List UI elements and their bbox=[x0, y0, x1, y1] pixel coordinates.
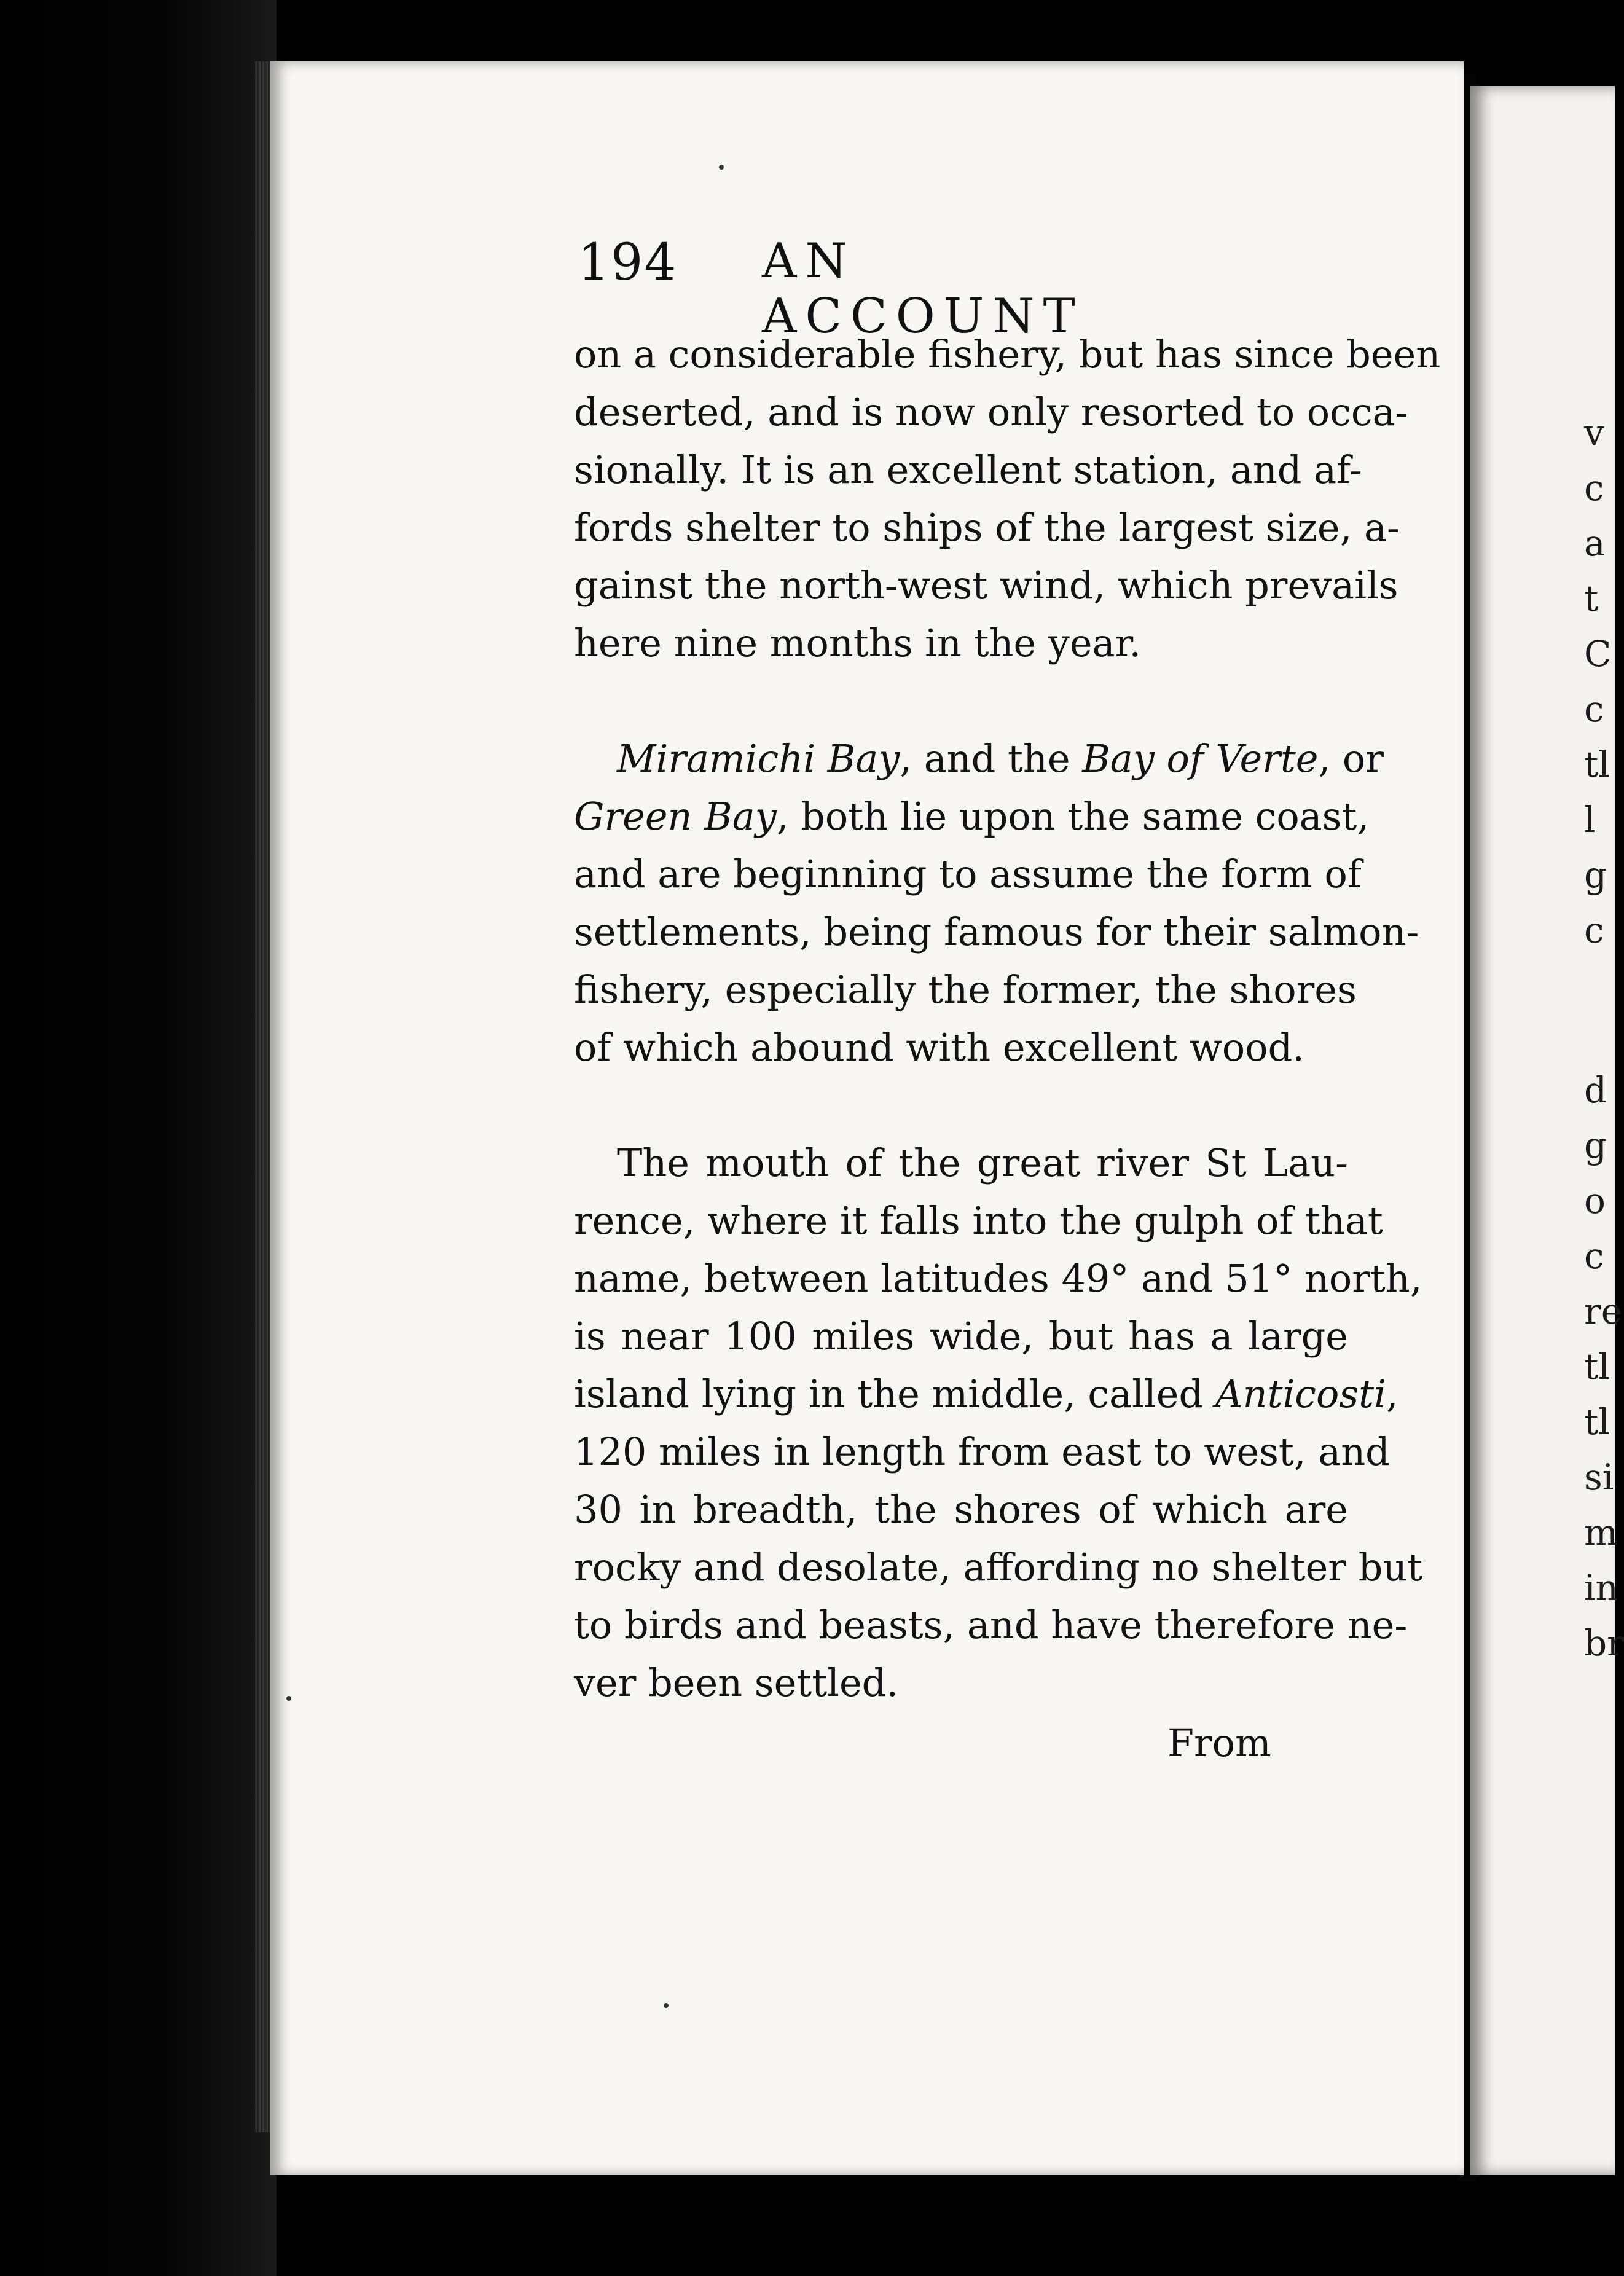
text-line bbox=[574, 1192, 1383, 1250]
facing-page-fragment: l bbox=[1584, 799, 1596, 841]
text-line bbox=[574, 1481, 1348, 1539]
book-binding bbox=[0, 0, 277, 2276]
text-run: 120 miles in length from east to west, and bbox=[574, 1429, 1390, 1474]
italic-run: Bay of Verte bbox=[1082, 736, 1319, 781]
ink-speck bbox=[286, 1696, 291, 1701]
text-run: is near 100 miles wide, but has a large bbox=[574, 1314, 1348, 1359]
text-run: , both lie upon the same coast, bbox=[776, 794, 1370, 839]
text-run: The mouth of the great river St Lau- bbox=[617, 1140, 1348, 1185]
facing-page-fragment: br bbox=[1584, 1622, 1624, 1664]
text-run: island lying in the middle, called bbox=[574, 1371, 1215, 1416]
text-line bbox=[574, 788, 1370, 846]
text-run: settlements, being famous for their salmon- bbox=[574, 909, 1419, 954]
text-line bbox=[574, 903, 1419, 961]
text-run: ver been settled. bbox=[574, 1660, 899, 1705]
text-line: deserted, and is now only resorted to occa- bbox=[574, 390, 1408, 434]
facing-page-fragment: c bbox=[1584, 1235, 1604, 1277]
facing-page-fragment: tl bbox=[1584, 1346, 1610, 1387]
page-number: 194 bbox=[578, 233, 678, 292]
paragraph-2 bbox=[574, 730, 1419, 1077]
text-line bbox=[574, 1019, 1348, 1077]
text-line bbox=[574, 846, 1362, 903]
text-line: on a considerable fishery, but has since been bbox=[574, 332, 1441, 377]
body-text bbox=[574, 326, 1441, 1712]
text-run: name, between latitudes 49° and 51° north, bbox=[574, 1256, 1422, 1301]
catchword: From bbox=[1167, 1721, 1271, 1765]
paragraph-3 bbox=[574, 1134, 1423, 1712]
text-line bbox=[574, 1654, 1348, 1712]
text-line bbox=[574, 1134, 1348, 1192]
facing-page-fragment: c bbox=[1584, 688, 1604, 730]
text-run: rocky and desolate, affording no shelter but bbox=[574, 1545, 1423, 1590]
text-line bbox=[574, 1308, 1348, 1365]
facing-page-fragment: c bbox=[1584, 467, 1604, 509]
italic-run: Miramichi Bay bbox=[617, 736, 900, 781]
facing-page-fragment: g bbox=[1584, 1124, 1607, 1166]
ink-speck bbox=[664, 2003, 669, 2008]
text-run: and are beginning to assume the form of bbox=[574, 852, 1362, 897]
text-run: , or bbox=[1318, 736, 1384, 781]
text-run: of which abound with excellent wood. bbox=[574, 1025, 1304, 1070]
text-line: fords shelter to ships of the largest size, a- bbox=[574, 505, 1400, 550]
facing-page-fragment: a bbox=[1584, 522, 1606, 564]
running-title: AN ACCOUNT bbox=[762, 233, 1084, 344]
facing-page-fragment: m bbox=[1584, 1512, 1618, 1553]
text-run: to birds and beasts, and have therefore ne- bbox=[574, 1603, 1408, 1647]
facing-page-fragment: re bbox=[1584, 1290, 1623, 1332]
text-line: here nine months in the year. bbox=[574, 621, 1142, 665]
text-line bbox=[574, 730, 1384, 788]
facing-page-fragment: tl bbox=[1584, 744, 1610, 785]
text-line: sionally. It is an excellent station, and af- bbox=[574, 447, 1362, 492]
text-run: 30 in breadth, the shores of which are bbox=[574, 1487, 1348, 1532]
text-line bbox=[574, 1365, 1398, 1423]
facing-page-fragment: C bbox=[1584, 633, 1612, 675]
ink-speck bbox=[719, 165, 724, 170]
text-line bbox=[574, 1539, 1423, 1596]
text-run: , bbox=[1386, 1371, 1398, 1416]
italic-run: Anticosti bbox=[1215, 1371, 1386, 1416]
paragraph-1 bbox=[574, 326, 1441, 672]
text-run: , and the bbox=[900, 736, 1083, 781]
facing-page-fragment: v bbox=[1584, 412, 1604, 453]
facing-page-fragment: c bbox=[1584, 909, 1604, 951]
italic-run: Green Bay bbox=[574, 794, 777, 839]
facing-page-fragment: tl bbox=[1584, 1401, 1610, 1443]
text-line bbox=[574, 1423, 1390, 1481]
text-line: gainst the north-west wind, which prevails bbox=[574, 563, 1398, 608]
text-run: rence, where it falls into the gulph of that bbox=[574, 1198, 1383, 1243]
text-line bbox=[574, 1250, 1422, 1308]
text-line bbox=[574, 1596, 1408, 1654]
facing-page-fragment: in bbox=[1584, 1567, 1618, 1609]
text-run: fishery, especially the former, the shores bbox=[574, 967, 1357, 1012]
text-line bbox=[574, 961, 1357, 1019]
facing-page-fragment: si bbox=[1584, 1456, 1614, 1498]
facing-page-fragment: g bbox=[1584, 854, 1607, 896]
page-header bbox=[578, 233, 1192, 344]
facing-page-fragment: o bbox=[1584, 1180, 1606, 1222]
facing-page-fragment: t bbox=[1584, 578, 1599, 619]
facing-page-fragment: d bbox=[1584, 1069, 1607, 1111]
